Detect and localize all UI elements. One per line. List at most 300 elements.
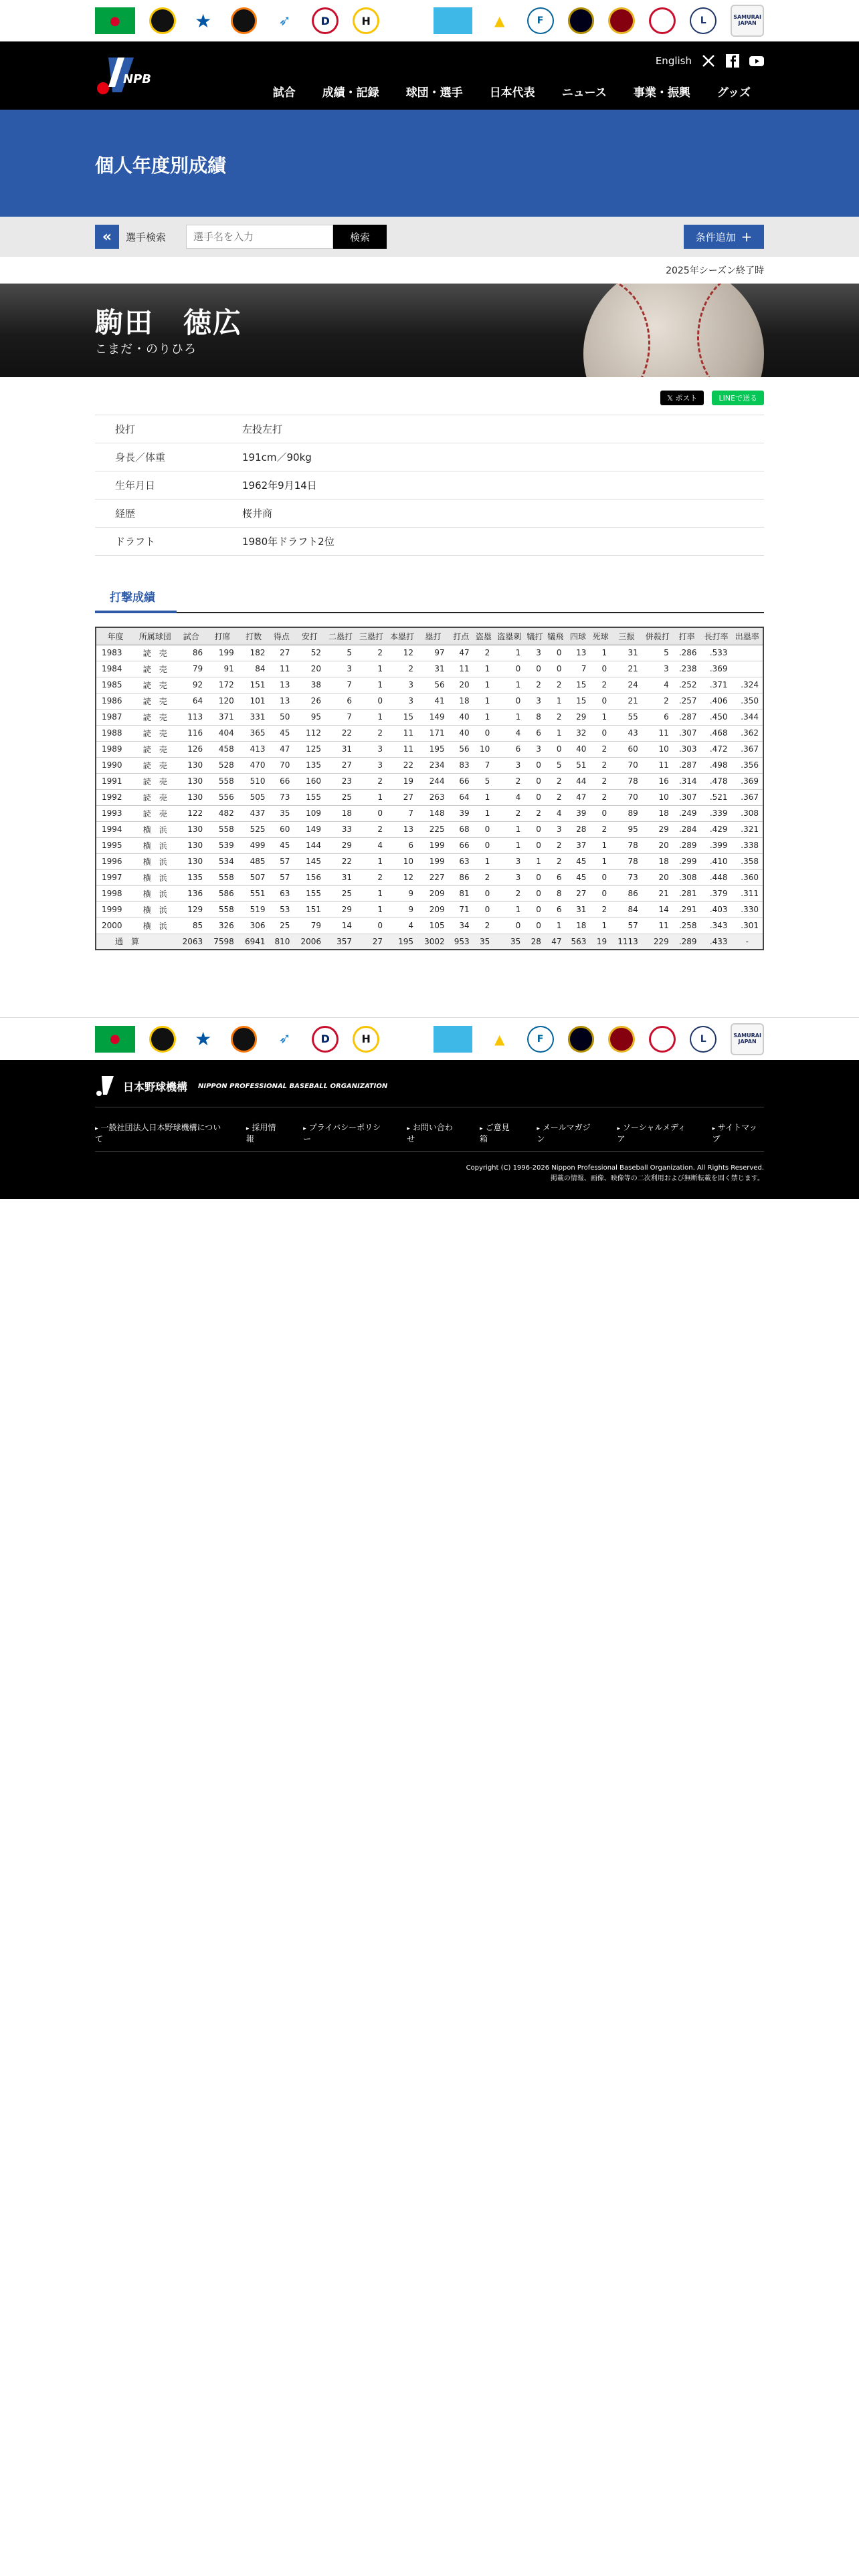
footer-link[interactable]: ▸ メールマガジン xyxy=(537,1121,597,1144)
stats-cell: 1 xyxy=(474,661,494,677)
stats-cell: 11 xyxy=(387,725,417,741)
footer-org-en: NIPPON PROFESSIONAL BASEBALL ORGANIZATION xyxy=(198,1082,388,1090)
stats-cell: 28 xyxy=(524,934,545,950)
nav-teams-players[interactable]: 球団・選手 xyxy=(405,86,463,100)
stats-cell: 22 xyxy=(325,853,356,869)
stats-row xyxy=(96,661,763,677)
stats-cell: 20 xyxy=(642,869,673,885)
stats-cell: 2 xyxy=(494,885,524,901)
stats-cell: 2063 xyxy=(175,934,207,950)
stats-cell: 47 xyxy=(566,789,591,805)
stats-cell: 78 xyxy=(611,837,642,853)
stats-cell: 1 xyxy=(474,853,494,869)
stats-cell: 130 xyxy=(175,773,207,789)
stats-cell: 470 xyxy=(238,757,270,773)
stats-cell: .339 xyxy=(701,805,732,821)
stats-cell: 20 xyxy=(294,661,325,677)
stats-cell: 1 xyxy=(494,821,524,837)
stats-cell: 2 xyxy=(356,869,387,885)
player-search-bar xyxy=(0,217,859,257)
stats-cell: 53 xyxy=(269,901,294,918)
stats-cell: 0 xyxy=(494,918,524,934)
stats-cell: 2 xyxy=(545,789,566,805)
nav-games[interactable]: 試合 xyxy=(272,86,296,100)
stats-cell: 136 xyxy=(175,885,207,901)
stats-cell: .308 xyxy=(673,869,701,885)
stats-cell: .344 xyxy=(732,709,763,725)
stats-cell: 551 xyxy=(238,885,270,901)
tigers-logo[interactable] xyxy=(149,1026,176,1053)
stats-cell: 3 xyxy=(524,741,545,757)
stats-cell: 13 xyxy=(387,821,417,837)
hawks-logo[interactable]: H xyxy=(353,1026,379,1053)
stats-cell: 413 xyxy=(238,741,270,757)
stats-cell: 2000 xyxy=(96,918,134,934)
stats-cell: 151 xyxy=(294,901,325,918)
stats-cell: 1998 xyxy=(96,885,134,901)
npb-pacific-logo[interactable] xyxy=(434,1026,472,1053)
stats-cell: 7 xyxy=(325,677,356,693)
stats-cell: 2 xyxy=(524,805,545,821)
stats-cell: 122 xyxy=(175,805,207,821)
nav-stats-records[interactable]: 成績・記録 xyxy=(322,86,379,100)
marines-logo[interactable] xyxy=(649,7,676,34)
stats-cell: 86 xyxy=(611,885,642,901)
stats-cell: 40 xyxy=(449,725,474,741)
stats-cell: 528 xyxy=(207,757,238,773)
footer-logo[interactable] xyxy=(95,1075,387,1097)
stats-cell: 0 xyxy=(356,693,387,709)
stats-cell: 25 xyxy=(325,885,356,901)
stats-cell: .472 xyxy=(701,741,732,757)
stats-cell: .284 xyxy=(673,821,701,837)
stats-cell: 6941 xyxy=(238,934,270,950)
stats-cell: 306 xyxy=(238,918,270,934)
stats-cell: 1 xyxy=(474,677,494,693)
stats-cell: 482 xyxy=(207,805,238,821)
stats-cell: 70 xyxy=(611,789,642,805)
stats-cell: 29 xyxy=(325,837,356,853)
stats-cell: 155 xyxy=(294,789,325,805)
stats-cell: .533 xyxy=(701,645,732,661)
hawks-pacific-logo[interactable]: ▲ xyxy=(486,7,513,34)
stats-cell: 43 xyxy=(611,725,642,741)
stats-cell: 28 xyxy=(566,821,591,837)
footer-team-logo-bar xyxy=(0,1017,859,1060)
stats-cell: 57 xyxy=(611,918,642,934)
nav-national-team[interactable]: 日本代表 xyxy=(489,86,535,100)
swallows-logo[interactable]: ➶ xyxy=(271,7,298,34)
page-title-bar xyxy=(0,110,859,217)
stats-cell: 読 売 xyxy=(134,725,175,741)
stats-cell: 66 xyxy=(449,837,474,853)
stats-row xyxy=(96,918,763,934)
stats-cell: 172 xyxy=(207,677,238,693)
stats-row xyxy=(96,693,763,709)
stats-cell: 4 xyxy=(642,677,673,693)
stats-cell: 33 xyxy=(325,821,356,837)
stats-cell: 2 xyxy=(356,821,387,837)
nav-business[interactable]: 事業・振興 xyxy=(633,86,690,100)
eagles-logo[interactable] xyxy=(608,7,635,34)
stats-cell: 126 xyxy=(175,741,207,757)
stats-cell: .287 xyxy=(673,709,701,725)
stats-cell: 97 xyxy=(417,645,449,661)
stats-cell: .406 xyxy=(701,693,732,709)
stats-cell: 0 xyxy=(545,741,566,757)
stats-cell: 1 xyxy=(545,693,566,709)
stats-cell: 130 xyxy=(175,757,207,773)
stats-cell: 6 xyxy=(387,837,417,853)
stats-cell: .371 xyxy=(701,677,732,693)
stats-cell: .286 xyxy=(673,645,701,661)
stats-cell: 113 xyxy=(175,709,207,725)
stats-cell: 18 xyxy=(566,918,591,934)
player-search-input[interactable] xyxy=(186,225,333,249)
profile-value: 1962年9月14日 xyxy=(242,471,764,500)
stats-cell: 558 xyxy=(207,901,238,918)
copyright-text: Copyright (C) 1996-2026 Nippon Professional Baseball Organization. All Rights Reserved. xyxy=(466,1164,764,1172)
stats-cell: 52 xyxy=(294,645,325,661)
english-link[interactable]: English xyxy=(655,55,692,67)
stats-cell: 1992 xyxy=(96,789,134,805)
stats-cell: 読 売 xyxy=(134,789,175,805)
footer xyxy=(0,1060,859,1199)
marines-logo[interactable] xyxy=(649,1026,676,1053)
stats-cell: 70 xyxy=(269,757,294,773)
hawks-logo[interactable]: H xyxy=(353,7,379,34)
footer-link[interactable]: ▸ 一般社団法人日本野球機構について xyxy=(95,1121,226,1144)
nav-news[interactable]: ニュース xyxy=(561,86,607,100)
stats-cell: 539 xyxy=(207,837,238,853)
stats-cell: 3 xyxy=(494,869,524,885)
stats-cell: 27 xyxy=(387,789,417,805)
stats-cell: 15 xyxy=(566,693,591,709)
profile-row xyxy=(95,471,764,500)
tigers-logo[interactable] xyxy=(149,7,176,34)
eagles-logo[interactable] xyxy=(608,1026,635,1053)
stats-cell: .289 xyxy=(673,934,701,950)
x-post-button[interactable]: 𝕏 ポスト xyxy=(660,391,704,405)
stats-cell: 38 xyxy=(294,677,325,693)
stats-cell: .360 xyxy=(732,869,763,885)
stats-cell: 209 xyxy=(417,901,449,918)
stats-cell: 7 xyxy=(474,757,494,773)
stats-cell: 47 xyxy=(269,741,294,757)
stats-row xyxy=(96,869,763,885)
stats-cell: 39 xyxy=(449,805,474,821)
fighters-logo[interactable]: F xyxy=(527,7,554,34)
stats-cell: 21 xyxy=(611,693,642,709)
stats-cell: 1984 xyxy=(96,661,134,677)
footer-link[interactable]: ▸ ご意見箱 xyxy=(480,1121,516,1144)
stats-cell: 558 xyxy=(207,821,238,837)
stats-cell: 57 xyxy=(269,853,294,869)
stats-cell: 14 xyxy=(325,918,356,934)
stats-cell: 558 xyxy=(207,773,238,789)
stats-cell: .291 xyxy=(673,901,701,918)
stats-cell: 5 xyxy=(545,757,566,773)
stats-cell: 227 xyxy=(417,869,449,885)
stats-cell: 485 xyxy=(238,853,270,869)
stats-cell xyxy=(732,645,763,661)
profile-row xyxy=(95,528,764,556)
stats-cell: 55 xyxy=(611,709,642,725)
stats-cell: .450 xyxy=(701,709,732,725)
stats-cell: .252 xyxy=(673,677,701,693)
stats-cell: .350 xyxy=(732,693,763,709)
stats-cell: 10 xyxy=(642,789,673,805)
stats-cell: .468 xyxy=(701,725,732,741)
stats-row xyxy=(96,773,763,789)
global-header xyxy=(0,41,859,110)
footer-link[interactable]: ▸ 採用情報 xyxy=(246,1121,283,1144)
stats-cell: 47 xyxy=(545,934,566,950)
dragons-logo[interactable]: D xyxy=(312,7,339,34)
carp-logo[interactable]: ● xyxy=(95,7,135,34)
header-utility-links xyxy=(656,53,764,68)
stats-cell: .433 xyxy=(701,934,732,950)
stats-cell: 2 xyxy=(642,693,673,709)
stats-cell: 0 xyxy=(494,693,524,709)
stats-cell: 39 xyxy=(566,805,591,821)
stats-cell: 9 xyxy=(387,901,417,918)
stats-cell: 2 xyxy=(387,661,417,677)
stats-cell: 234 xyxy=(417,757,449,773)
stats-cell: 0 xyxy=(474,885,494,901)
global-nav xyxy=(260,83,764,100)
stats-cell: .311 xyxy=(732,885,763,901)
stats-cell: .303 xyxy=(673,741,701,757)
stats-cell: 81 xyxy=(449,885,474,901)
stats-cell: 0 xyxy=(590,725,611,741)
stats-cell: 130 xyxy=(175,853,207,869)
stats-cell: 91 xyxy=(207,661,238,677)
stats-header-cell: 打点 xyxy=(449,627,474,645)
stats-cell: 1 xyxy=(494,677,524,693)
stats-cell: 199 xyxy=(417,853,449,869)
profile-row xyxy=(95,500,764,528)
stats-cell: 横 浜 xyxy=(134,901,175,918)
stats-cell: 11 xyxy=(642,918,673,934)
stats-cell: 0 xyxy=(524,885,545,901)
stats-cell: 89 xyxy=(611,805,642,821)
stats-cell: .367 xyxy=(732,789,763,805)
stats-cell: 37 xyxy=(566,837,591,853)
stats-cell: .324 xyxy=(732,677,763,693)
baystars-logo[interactable]: ★ xyxy=(190,7,217,34)
stats-cell: 6 xyxy=(642,709,673,725)
stats-cell: 7 xyxy=(566,661,591,677)
stats-cell: 4 xyxy=(356,837,387,853)
stats-cell: 3 xyxy=(642,661,673,677)
npb-pacific-logo[interactable] xyxy=(434,7,472,34)
stats-cell: 4 xyxy=(387,918,417,934)
stats-cell: .257 xyxy=(673,693,701,709)
stats-cell: 0 xyxy=(524,789,545,805)
stats-cell: 68 xyxy=(449,821,474,837)
stats-cell: 63 xyxy=(449,853,474,869)
stats-cell: 51 xyxy=(566,757,591,773)
stats-cell: 1 xyxy=(474,709,494,725)
stats-cell: 3 xyxy=(524,693,545,709)
giants-logo[interactable] xyxy=(231,1026,258,1053)
stats-cell: 507 xyxy=(238,869,270,885)
stats-cell: 25 xyxy=(269,918,294,934)
stats-row xyxy=(96,821,763,837)
stats-cell: 64 xyxy=(175,693,207,709)
search-button[interactable]: 検索 xyxy=(333,225,387,249)
stats-cell: 1 xyxy=(590,853,611,869)
stats-cell: 21 xyxy=(611,661,642,677)
carp-logo[interactable]: ● xyxy=(95,1026,135,1053)
stats-cell: 0 xyxy=(494,661,524,677)
stats-cell: 3002 xyxy=(417,934,449,950)
stats-cell: 0 xyxy=(356,918,387,934)
baystars-logo[interactable]: ★ xyxy=(190,1026,217,1053)
stats-cell: 9 xyxy=(387,885,417,901)
stats-cell: 0 xyxy=(474,821,494,837)
stats-cell: 144 xyxy=(294,837,325,853)
stats-cell: 10 xyxy=(474,741,494,757)
stats-cell: 35 xyxy=(494,934,524,950)
stats-row xyxy=(96,885,763,901)
stats-cell: 66 xyxy=(269,773,294,789)
stats-cell: 1 xyxy=(356,853,387,869)
stats-cell: 2 xyxy=(590,757,611,773)
stats-cell: 35 xyxy=(269,805,294,821)
stats-header-cell: 長打率 xyxy=(701,627,732,645)
stats-cell: .338 xyxy=(732,837,763,853)
stats-cell: 1999 xyxy=(96,901,134,918)
add-condition-button[interactable] xyxy=(684,225,764,249)
tab-batting-stats[interactable]: 打撃成績 xyxy=(95,586,177,613)
stats-header-cell: 打席 xyxy=(207,627,238,645)
hawks-pacific-logo[interactable]: ▲ xyxy=(486,1026,513,1053)
stats-cell: 横 浜 xyxy=(134,869,175,885)
stats-cell: .307 xyxy=(673,725,701,741)
npb-logo[interactable] xyxy=(95,53,157,96)
stats-cell: 1 xyxy=(494,709,524,725)
stats-cell: 3 xyxy=(387,677,417,693)
stats-header-cell: 試合 xyxy=(175,627,207,645)
swallows-logo[interactable]: ➶ xyxy=(271,1026,298,1053)
profile-key: 投打 xyxy=(95,415,242,443)
buffaloes-logo[interactable] xyxy=(568,7,595,34)
youtube-icon[interactable] xyxy=(749,53,764,68)
stats-cell: 34 xyxy=(449,918,474,934)
lions-logo[interactable]: L xyxy=(690,1026,717,1053)
stats-header-cell: 塁打 xyxy=(417,627,449,645)
x-icon[interactable] xyxy=(701,53,716,68)
stats-cell: 読 売 xyxy=(134,773,175,789)
stats-cell: 1988 xyxy=(96,725,134,741)
stats-cell: .478 xyxy=(701,773,732,789)
stats-cell: .321 xyxy=(732,821,763,837)
stats-header-cell: 打数 xyxy=(238,627,270,645)
footer-link[interactable]: ▸ プライバシーポリシー xyxy=(303,1121,387,1144)
stats-cell xyxy=(732,661,763,677)
stats-cell: 10 xyxy=(642,741,673,757)
stats-cell: 1994 xyxy=(96,821,134,837)
giants-logo[interactable] xyxy=(231,7,258,34)
stats-cell: 7 xyxy=(387,805,417,821)
stats-cell: 40 xyxy=(449,709,474,725)
fighters-logo[interactable]: F xyxy=(527,1026,554,1053)
stats-cell: 25 xyxy=(325,789,356,805)
stats-cell: 195 xyxy=(387,934,417,950)
stats-cell: .369 xyxy=(732,773,763,789)
batting-stats-table xyxy=(95,627,764,950)
copyright-note: 掲載の情報、画像、映像等の二次利用および無断転載を固く禁じます。 xyxy=(550,1175,764,1182)
stats-cell: 1995 xyxy=(96,837,134,853)
samurai-japan-logo[interactable]: SAMURAI JAPAN xyxy=(731,1023,764,1055)
stats-cell: 112 xyxy=(294,725,325,741)
stats-cell: 586 xyxy=(207,885,238,901)
stats-cell: 0 xyxy=(524,837,545,853)
stats-cell: 1997 xyxy=(96,869,134,885)
stats-cell: .307 xyxy=(673,789,701,805)
stats-cell: 5 xyxy=(642,645,673,661)
stats-cell: .362 xyxy=(732,725,763,741)
collapse-chevron-icon[interactable]: « xyxy=(95,225,119,249)
stats-cell: 31 xyxy=(417,661,449,677)
stats-cell: 1 xyxy=(356,901,387,918)
buffaloes-logo[interactable] xyxy=(568,1026,595,1053)
stats-cell: 558 xyxy=(207,869,238,885)
footer-link[interactable]: ▸ ソーシャルメディア xyxy=(617,1121,692,1144)
stats-cell: 29 xyxy=(325,901,356,918)
footer-link[interactable]: ▸ お問い合わせ xyxy=(407,1121,460,1144)
dragons-logo[interactable]: D xyxy=(312,1026,339,1053)
stats-cell: 0 xyxy=(524,773,545,789)
stats-cell: 31 xyxy=(325,869,356,885)
nav-goods[interactable]: グッズ xyxy=(717,86,751,100)
add-condition-label: 条件追加 xyxy=(695,231,736,243)
footer-link[interactable]: ▸ サイトマップ xyxy=(712,1121,764,1144)
facebook-icon[interactable] xyxy=(725,53,740,68)
stats-cell: 1987 xyxy=(96,709,134,725)
stats-cell: 78 xyxy=(611,773,642,789)
stats-cell: 20 xyxy=(449,677,474,693)
samurai-japan-logo[interactable]: SAMURAI JAPAN xyxy=(731,5,764,37)
stats-cell: 2 xyxy=(474,918,494,934)
stats-cell: 86 xyxy=(449,869,474,885)
stats-cell: 横 浜 xyxy=(134,853,175,869)
stats-cell: 21 xyxy=(642,885,673,901)
stats-cell: .258 xyxy=(673,918,701,934)
stats-cell: 130 xyxy=(175,837,207,853)
stats-cell: 149 xyxy=(294,821,325,837)
stats-cell: 読 売 xyxy=(134,805,175,821)
stats-cell: 4 xyxy=(494,725,524,741)
stats-cell: 148 xyxy=(417,805,449,821)
stats-cell: 32 xyxy=(566,725,591,741)
stats-cell: 155 xyxy=(294,885,325,901)
stats-cell: 0 xyxy=(590,869,611,885)
stats-cell: 3 xyxy=(356,757,387,773)
stats-cell: 読 売 xyxy=(134,709,175,725)
stats-cell: 45 xyxy=(566,869,591,885)
stats-cell: 83 xyxy=(449,757,474,773)
stats-cell: 2 xyxy=(590,821,611,837)
lions-logo[interactable]: L xyxy=(690,7,717,34)
line-send-button[interactable]: LINEで送る xyxy=(712,391,764,405)
stats-cell: 86 xyxy=(175,645,207,661)
stats-cell: .330 xyxy=(732,901,763,918)
stats-cell: 1996 xyxy=(96,853,134,869)
stats-cell: 11 xyxy=(642,725,673,741)
